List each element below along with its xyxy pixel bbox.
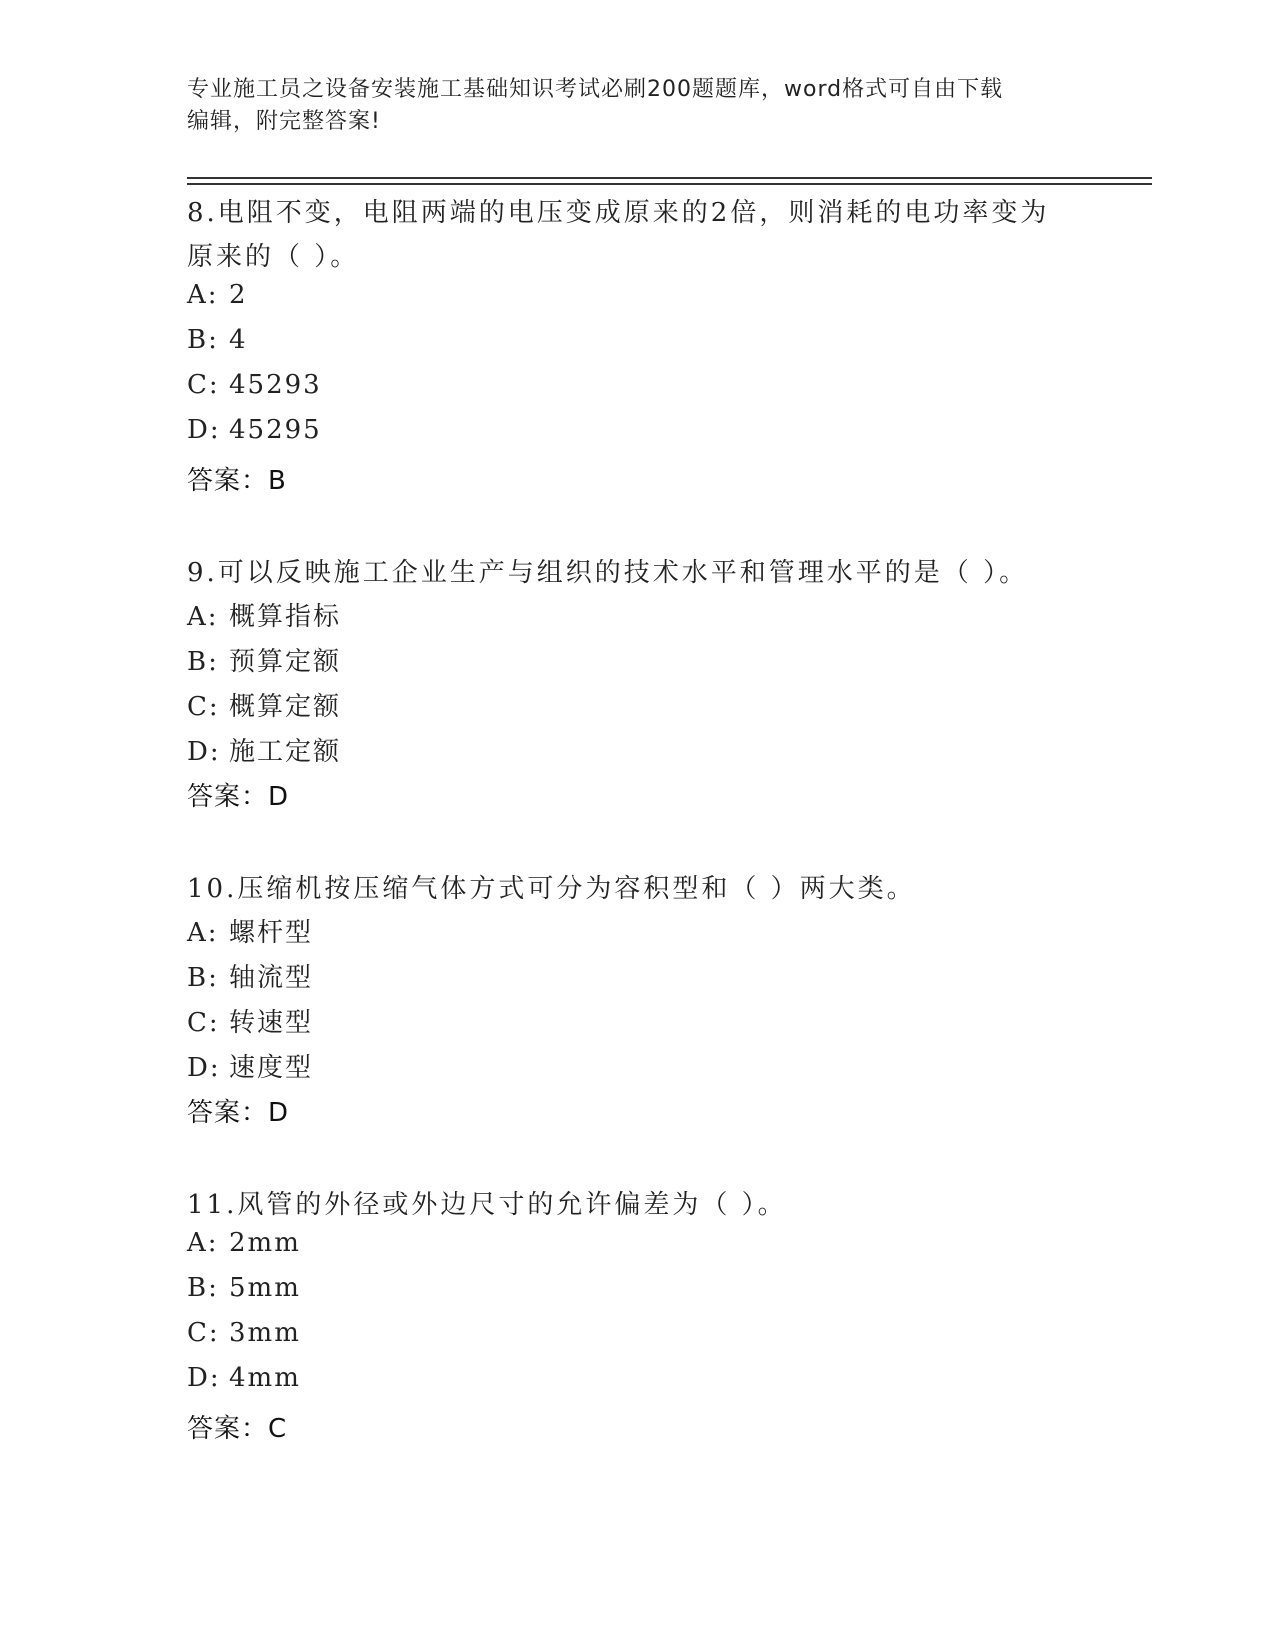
- option-text: 4: [229, 325, 248, 355]
- question-9-option-c: [187, 686, 341, 723]
- question-11-option-a: [187, 1228, 301, 1258]
- option-label: C:: [187, 370, 220, 400]
- document-header: [187, 74, 1087, 138]
- question-11-stem: 11.风管的外径或外边尺寸的允许偏差为（ ）。: [187, 1190, 787, 1220]
- question-9-option-d: [187, 731, 341, 768]
- header-line-2: 编辑，附完整答案!: [187, 109, 381, 134]
- question-8-stem-line-1: 8.电阻不变，电阻两端的电压变成原来的2倍，则消耗的电功率变为: [187, 198, 1050, 228]
- option-label: B:: [187, 963, 219, 993]
- option-label: A:: [187, 918, 219, 948]
- question-9-option-b: [187, 641, 341, 678]
- question-10-answer: 答案：D: [187, 1098, 290, 1128]
- question-8-answer: 答案：B: [187, 466, 287, 496]
- option-text: 45293: [229, 370, 322, 400]
- option-text: 轴流型: [229, 963, 314, 993]
- question-8-option-b: [187, 325, 248, 355]
- question-8-option-c: [187, 370, 322, 400]
- header-divider-bottom: [187, 183, 1152, 185]
- option-label: A:: [187, 280, 219, 310]
- option-label: C:: [187, 1318, 220, 1348]
- question-10-option-a: [187, 912, 313, 949]
- option-label: D:: [187, 415, 221, 445]
- option-text: 3mm: [229, 1318, 301, 1348]
- option-text: 转速型: [229, 1008, 314, 1038]
- option-label: B:: [187, 647, 219, 677]
- option-text: 概算定额: [229, 692, 342, 722]
- question-11-option-b: [187, 1273, 301, 1303]
- option-text: 2: [229, 280, 248, 310]
- option-text: 螺杆型: [229, 918, 314, 948]
- option-label: C:: [187, 1008, 220, 1038]
- option-text: 预算定额: [229, 647, 342, 677]
- question-8-option-a: [187, 280, 248, 310]
- question-9-answer: 答案：D: [187, 782, 290, 812]
- option-label: B:: [187, 1273, 219, 1303]
- question-10-option-b: [187, 957, 313, 994]
- option-label: D:: [187, 1053, 221, 1083]
- question-11-option-c: [187, 1318, 301, 1348]
- question-10-option-d: [187, 1047, 313, 1084]
- question-10-option-c: [187, 1002, 313, 1039]
- question-8-stem-line-2: 原来的（ ）。: [187, 242, 360, 272]
- question-8-option-d: [187, 415, 322, 445]
- question-9-option-a: [187, 596, 341, 633]
- header-line-1: 专业施工员之设备安装施工基础知识考试必刷200题题库，word格式可自由下载: [187, 77, 1004, 102]
- question-11-answer: 答案：C: [187, 1414, 288, 1444]
- option-label: A:: [187, 1228, 219, 1258]
- option-text: 2mm: [229, 1228, 301, 1258]
- question-11-option-d: [187, 1363, 301, 1393]
- option-label: D:: [187, 1363, 221, 1393]
- question-10-stem: 10.压缩机按压缩气体方式可分为容积型和（ ）两大类。: [187, 874, 916, 904]
- option-label: C:: [187, 692, 220, 722]
- option-text: 施工定额: [229, 737, 342, 767]
- option-text: 4mm: [229, 1363, 301, 1393]
- header-divider-top: [187, 177, 1152, 179]
- option-text: 45295: [229, 415, 322, 445]
- option-text: 速度型: [229, 1053, 314, 1083]
- option-label: B:: [187, 325, 219, 355]
- option-label: A:: [187, 602, 219, 632]
- option-text: 5mm: [229, 1273, 301, 1303]
- option-text: 概算指标: [229, 602, 342, 632]
- option-label: D:: [187, 737, 221, 767]
- question-9-stem: 9.可以反映施工企业生产与组织的技术水平和管理水平的是（ ）。: [187, 558, 1029, 588]
